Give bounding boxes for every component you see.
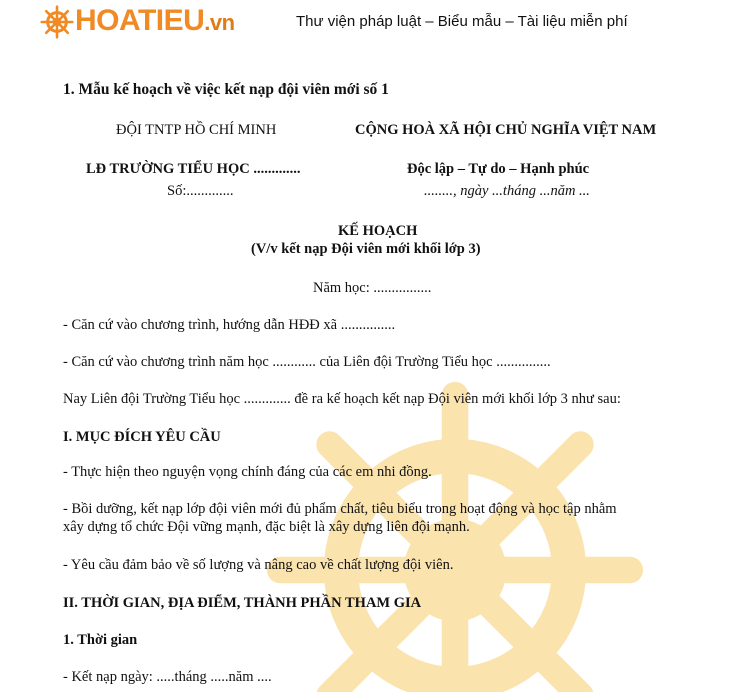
school-year: Năm học: ................ — [313, 280, 432, 296]
purpose-2-line-1: - Bồi dưỡng, kết nạp lớp đội viên mới đủ phẩm chất, tiêu biểu trong hoạt động và học tập nhằm — [63, 501, 617, 517]
purpose-1: - Thực hiện theo nguyện vọng chính đáng của các em nhi đồng. — [63, 464, 432, 480]
purpose-2-line-2: xây dựng tổ chức Đội vững mạnh, đặc biệt là xây dựng liên đội mạnh. — [63, 519, 470, 535]
logo-text — [75, 4, 235, 40]
purpose-3: - Yêu cầu đảm bảo về số lượng và nâng cao về chất lượng đội viên. — [63, 557, 454, 573]
org-name: ĐỘI TNTP HỒ CHÍ MINH — [116, 122, 277, 138]
school-name: LĐ TRƯỜNG TIỂU HỌC ............. — [86, 161, 301, 177]
heading-purpose: I. MỤC ĐÍCH YÊU CẦU — [63, 429, 221, 445]
section-title: 1. Mẫu kế hoạch về việc kết nạp đội viên mới số 1 — [63, 81, 389, 98]
time-line: - Kết nạp ngày: .....tháng .....năm .... — [63, 669, 272, 685]
plan-subtitle: (V/v kết nạp Đội viên mới khối lớp 3) — [251, 241, 481, 257]
national-motto: Độc lập – Tự do – Hạnh phúc — [407, 161, 590, 177]
heading-time-place: II. THỜI GIAN, ĐỊA ĐIỂM, THÀNH PHẦN THAM GIA — [63, 595, 422, 611]
subheading-time: 1. Thời gian — [63, 632, 138, 648]
basis-1: - Căn cứ vào chương trình, hướng dẫn HĐĐ xã ............... — [63, 317, 396, 333]
basis-2: - Căn cứ vào chương trình năm học ............ của Liên đội Trường Tiểu học ............... — [63, 354, 551, 370]
site-tagline: Thư viện pháp luật – Biểu mẫu – Tài liệu miễn phí — [296, 13, 628, 30]
logo-main: HOATIEU — [75, 4, 205, 37]
date-line: ........, ngày ...tháng ...năm ... — [424, 183, 590, 199]
ship-wheel-watermark — [265, 380, 645, 692]
logo-tld: .vn — [204, 10, 235, 35]
ship-wheel-icon — [40, 5, 74, 39]
site-logo[interactable] — [40, 4, 235, 40]
site-header — [0, 0, 737, 44]
intro-paragraph: Nay Liên đội Trường Tiểu học ............. đề ra kế hoạch kết nạp Đội viên mới khối lớp 3 như sau: — [63, 391, 621, 407]
nation-name: CỘNG HOÀ XÃ HỘI CHỦ NGHĨA VIỆT NAM — [355, 122, 657, 138]
document-number: Số:............. — [167, 183, 234, 199]
plan-title: KẾ HOẠCH — [338, 223, 418, 239]
